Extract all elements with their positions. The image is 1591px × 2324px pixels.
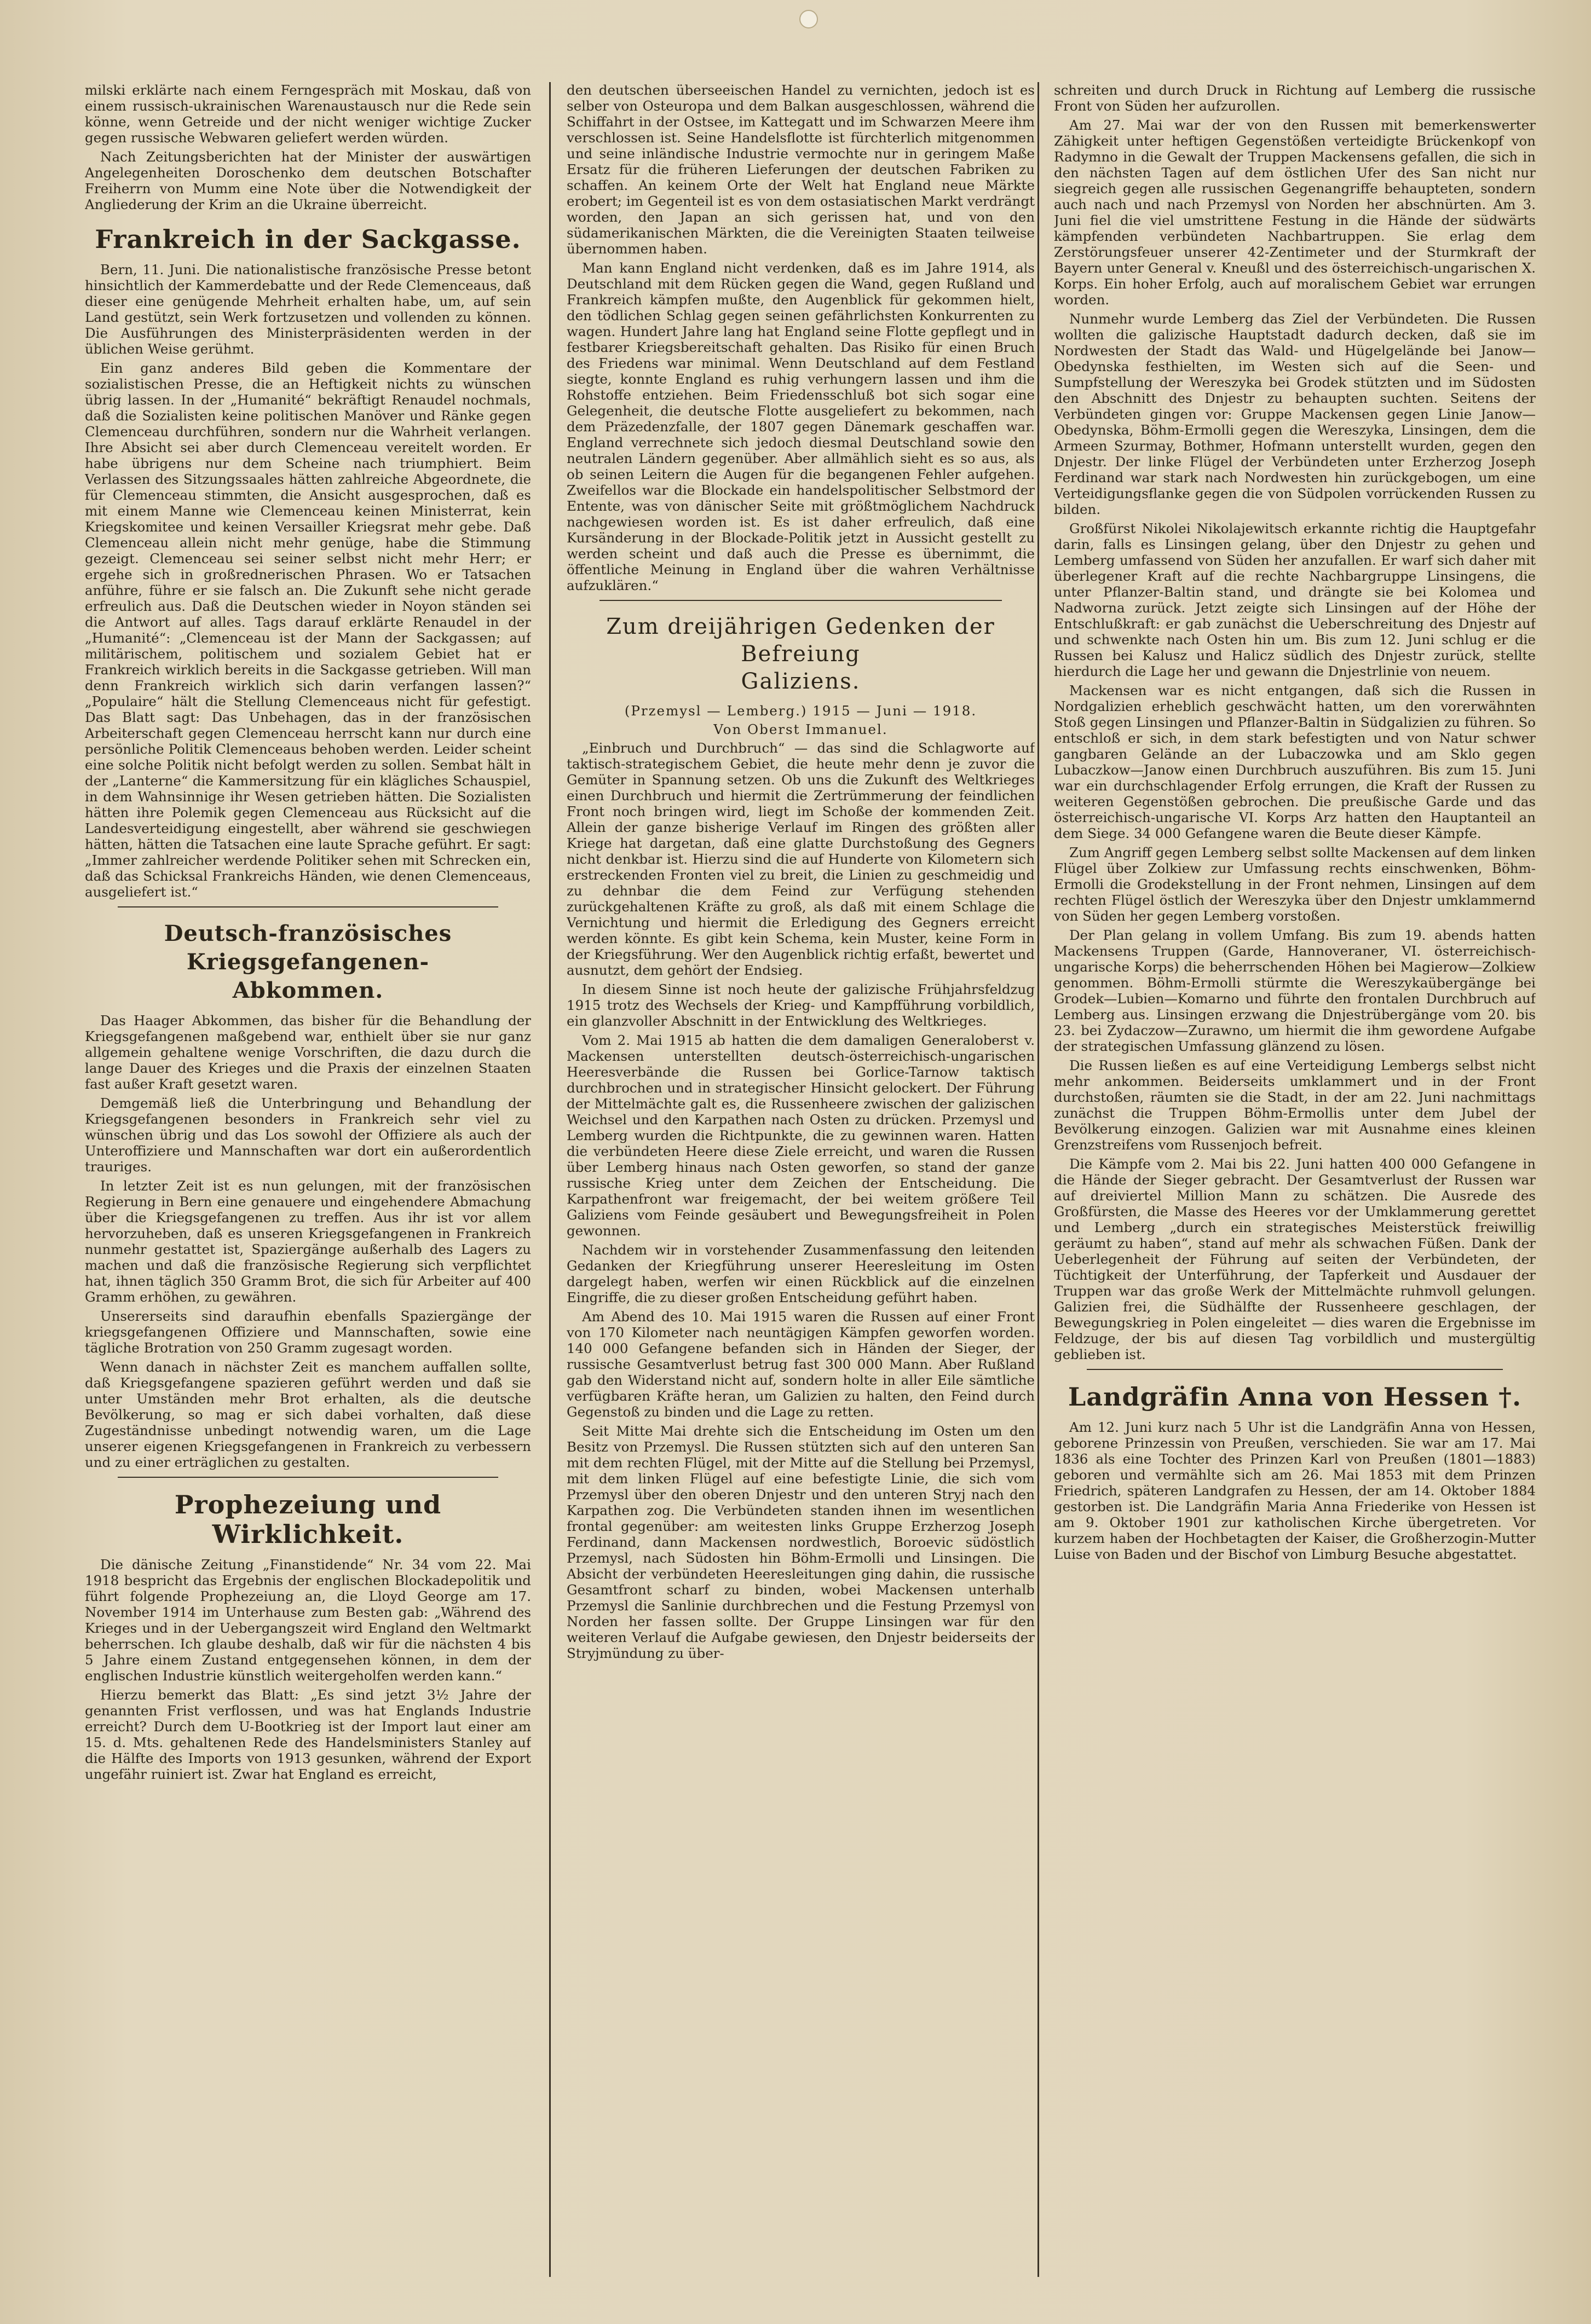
column-1 [85, 82, 531, 2277]
article-paragraph: Nachdem wir in vorstehender Zusammenfassung den leitenden Gedanken der Kriegführung unserer Heeresleitung im Osten dargelegt haben, werfen wir einen Rückblick auf die einzelnen Eingriffe, die zu dieser großen Entscheidung geführt haben. [567, 1242, 1035, 1305]
article-paragraph: den deutschen überseeischen Handel zu vernichten, jedoch ist es selber von Osteuropa und dem Balkan ausgeschlossen, während die Schiffahrt in der Ostsee, im Kattegatt und im Schwarzen Meere ihm verschlossen ist. Seine Handelsflotte ist fürchterlich mitgenommen und seine inländische Industrie vermochte nur in geringem Maße Ersatz für die früheren Lieferungen der deutschen Fabriken zu schaffen. An keinem Orte der Welt hat England neue Märkte erobert; im Gegenteil ist es von dem ostasiatischen Markt verdrängt worden, den Japan an sich gerissen hat, und von den südamerikanischen Märkten, die die Vereinigten Staaten teilweise übernommen haben. [567, 82, 1035, 257]
article-paragraph: Nach Zeitungsberichten hat der Minister der auswärtigen Angelegenheiten Doroschenko dem deutschen Botschafter Freiherrn von Mumm eine Note über die Notwendigkeit der Angliederung der Krim an die Ukraine überreicht. [85, 149, 531, 212]
article-paragraph: Unsererseits sind daraufhin ebenfalls Spaziergänge der kriegsgefangenen Offiziere und Mannschaften, sowie eine tägliche Brotration von 250 Gramm zugesagt worden. [85, 1308, 531, 1356]
article-paragraph: Die Russen ließen es auf eine Verteidigung Lembergs selbst nicht mehr ankommen. Beiderseits umklammert und in der Front durchstoßen, räumten sie die Stadt, in der am 22. Juni nachmittags zunächst die Truppen Böhm-Ermollis unter dem Jubel der Bevölkerung einzogen. Galizien war mit Ausnahme eines kleinen Grenzstreifens vom Russenjoch befreit. [1054, 1057, 1536, 1153]
article-paragraph: Am 12. Juni kurz nach 5 Uhr ist die Landgräfin Anna von Hessen, geborene Prinzessin von Preußen, verschieden. Sie war am 17. Mai 1836 als eine Tochter des Prinzen Karl von Preußen (1801—1883) geboren und vermählte sich am 26. Mai 1853 mit dem Prinzen Friedrich, späteren Landgrafen zu Hessen, der am 14. Oktober 1884 gestorben ist. Die Landgräfin Maria Anna Friederike von Hessen ist am 9. Oktober 1901 zur katholischen Kirche übergetreten. Vor kurzem haben der Hochbetagten der Kaiser, die Großherzogin-Mutter Luise von Baden und der Bischof von Limburg Besuche abgestattet. [1054, 1419, 1536, 1562]
section-divider [1087, 1369, 1503, 1370]
article-paragraph: Ein ganz anderes Bild geben die Kommentare der sozialistischen Presse, die an Heftigkeit nichts zu wünschen übrig lassen. In der „Humanité“ bekräftigt Renaudel nochmals, daß die Sozialisten keine politischen Manöver und Ränke gegen Clemenceau durchführen, sondern nur die Wahrheit verlangen. Ihre Absicht sei aber durch Clemenceau vereitelt worden. Er habe übrigens nur dem Scheine nach triumphiert. Beim Verlassen des Sitzungssaales hätten zahlreiche Abgeordnete, die für Clemenceau stimmten, die Ansicht ausgesprochen, daß es mit einem Manne wie Clemenceau keinen Ministerrat, kein Kriegskomitee und keinen Versailler Kriegsrat mehr gebe. Daß Clemenceau allein nicht mehr genüge, habe die Stimmung gezeigt. Clemenceau sei seiner selbst nicht mehr Herr; er ergehe sich in großrednerischen Phrasen. Wo er Tatsachen anführe, führe er sie falsch an. Die Zukunft sehe nicht gerade erfreulich aus. Daß die Deutschen wieder in Noyon ständen sei die Antwort auf alles. Tags darauf erklärte Renaudel in der „Humanité“: „Clemenceau ist der Mann der Sackgassen; auf militärischem, politischem und sozialem Gebiet hat er Frankreich wirklich bereits in die Sackgasse getrieben. Will man denn Frankreich wirklich sich darin verfangen lassen?“ „Populaire“ hält die Stellung Clemenceaus nicht für gefestigt. Das Blatt sagt: Das Unbehagen, das in der französischen Arbeiterschaft gegen Clemenceau herrscht kann nur durch eine persönliche Politik Clemenceaus behoben werden. Leider scheint eine solche Politik nicht befolgt werden zu sollen. Sembat hält in der „Lanterne“ die Kammersitzung für ein klägliches Schauspiel, in dem Wahnsinnige ihr Wesen getrieben hätten. Die Sozialisten hätten ihre Polemik gegen Clemenceau aus Rücksicht auf die Landesverteidigung eingestellt, aber während sie geschwiegen hätten, hätten die Tatsachen eine laute Sprache geführt. Er sagt: „Immer zahlreicher werdende Politiker sehen mit Schrecken ein, daß das Schicksal Frankreichs Händen, wie denen Clemenceaus, ausgeliefert ist.“ [85, 360, 531, 900]
article-paragraph: Am 27. Mai war der von den Russen mit bemerkenswerter Zähigkeit unter heftigen Gegenstößen verteidigte Brückenkopf von Radymno in die Gewalt der Truppen Mackensens gefallen, die sich in den nächsten Tagen auf dem östlichen Ufer des San nicht nur siegreich gegen alle russischen Gegenangriffe behaupteten, sondern auch nach und nach Przemysl von Norden her abschnürten. Am 3. Juni fiel die viel umstrittene Festung in die Hände der südwärts kämpfenden verbündeten Nachbartruppen. Sie erlag dem Zerstörungsfeuer unserer 42-Zentimeter und der Sturmkraft der Bayern unter General v. Kneußl und des österreichisch-ungarischen X. Korps. Ein hoher Erfolg, auch auf moralischem Gebiet war errungen worden. [1054, 117, 1536, 308]
article-paragraph: Großfürst Nikolei Nikolajewitsch erkannte richtig die Hauptgefahr darin, falls es Linsingen gelang, über den Dnjestr zu gehen und Lemberg umfassend von Süden her anzufallen. Er warf sich daher mit überlegener Kraft auf die rechte Nachbargruppe Linsingens, die unter Pflanzer-Baltin stand, und drängte sie bei Kolomea und Nadworna zurück. Jetzt zeigte sich Linsingen auf der Höhe der Entschlußkraft: er gab zunächst die Ueberschreitung des Dnjestr auf und schwenkte nach Osten hin um. Bis zum 12. Juni schlug er die Russen bei Kalusz und Halicz südlich des Dnjestr zurück, stellte hierdurch die Lage her und gewann die Dnjestrlinie von neuem. [1054, 521, 1536, 679]
headline-line-2: Galiziens. [741, 669, 861, 694]
page-punch-hole-top [799, 10, 818, 28]
article-paragraph: Vom 2. Mai 1915 ab hatten die dem damaligen Generaloberst v. Mackensen unterstellten deutsch-österreichisch-ungarischen Heeresverbände die Russen bei Gorlice-Tarnow taktisch durchbrochen und in strategischer Hinsicht gelockert. Der Führung der Mittelmächte galt es, die Russenheere zwischen der galizischen Weichsel und den Karpathen nach Osten zu drücken. Przemysl und Lemberg wurden die Richtpunkte, die zu gewinnen waren. Hatten die verbündeten Heere diese Ziele erreicht, und waren die Russen über Lemberg hinaus nach Osten geworfen, so stand der ganze russische Krieg unter dem Zeichen der Entscheidung. Die Karpathenfront war freigemacht, der bei weitem größere Teil Galiziens vom Feinde gesäubert und Bewegungsfreiheit in Polen gewonnen. [567, 1032, 1035, 1239]
headline-landgraefin: Landgräfin Anna von Hessen †. [1068, 1382, 1522, 1412]
column-rule-right [1037, 82, 1039, 2277]
headline-line-1: Deutsch-französisches Kriegsgefangenen- [164, 921, 452, 975]
article-paragraph: Die Kämpfe vom 2. Mai bis 22. Juni hatten 400 000 Gefangene in die Hände der Sieger gebracht. Der Gesamtverlust der Russen war auf dreiviertel Million Mann zu schätzen. Die Ausrede des Großfürsten, die Masse des Heeres vor der Umklammerung gerettet und Lemberg „durch ein strategisches Meisterstück freiwillig geräumt zu haben“, stand auf mehr als schwachen Füßen. Dank der Ueberlegenheit der Führung auf seiten der Verbündeten, der Tüchtigkeit der Unterführung, der Tapferkeit und Ausdauer der Truppen war das große Werk der Mittelmächte ruhmvoll gelungen. Galizien frei, die Südhälfte der Russenheere geschlagen, der Bewegungskrieg in Polen eingeleitet — dies waren die Ergebnisse im Feldzuge, der bis auf diesen Tag vorbildlich und mustergültig geblieben ist. [1054, 1156, 1536, 1362]
column-2 [567, 82, 1035, 2277]
article-paragraph: In diesem Sinne ist noch heute der galizische Frühjahrsfeldzug 1915 trotz des Wechsels der Krieg- und Kampfführung vorbildlich, ein glanzvoller Abschnitt in der Entwicklung des Weltkrieges. [567, 981, 1035, 1029]
article-paragraph: Das Haager Abkommen, das bisher für die Behandlung der Kriegsgefangenen maßgebend war, enthielt über sie nur ganz allgemein gehaltene wenige Vorschriften, die dazu durch die lange Dauer des Krieges und die Praxis der einzelnen Staaten fast außer Kraft gesetzt waren. [85, 1013, 531, 1092]
article-paragraph: schreiten und durch Druck in Richtung auf Lemberg die russische Front von Süden her aufzurollen. [1054, 82, 1536, 114]
headline-frankreich: Frankreich in der Sackgasse. [95, 224, 521, 254]
article-paragraph: Man kann England nicht verdenken, daß es im Jahre 1914, als Deutschland mit dem Rücken gegen die Wand, gegen Rußland und Frankreich kämpfen mußte, den Augenblick für gekommen hielt, den tödlichen Schlag gegen seinen gefährlichsten Konkurrenten zu wagen. Hundert Jahre lang hat England seine Flotte gepflegt und in festbarer Kriegsbereitschaft gehalten. Das Risiko für einen Bruch des Friedens war minimal. Wenn Deutschland auf dem Festland siegte, konnte England es ruhig verhungern lassen und ihm die Rohstoffe entziehen. Beim Friedensschluß bot sich sogar eine Gelegenheit, die deutsche Flotte ausgeliefert zu bekommen, nach dem Präzedenzfalle, der 1807 gegen Dänemark geschaffen war. England verrechnete sich jedoch diesmal Deutschland sowie den neutralen Ländern gegenüber. Aber allmählich sieht es so aus, als ob seinen Leitern die Augen für die begangenen Fehler aufgehen. Zweifellos war die Blockade ein handelspolitischer Selbstmord der Entente, was von dänischer Seite mit größtmöglichem Nachdruck nachgewiesen worden ist. Es ist daher erfreulich, daß eine Kursänderung in der Blockade-Politik jetzt in Aussicht gestellt zu werden scheint und daß auch die Presse es übernimmt, die öffentliche Meinung in England über die wahren Verhältnisse aufzuklären.“ [567, 260, 1035, 593]
article-paragraph: Demgemäß ließ die Unterbringung und Behandlung der Kriegsgefangenen besonders in Frankreich sehr viel zu wünschen übrig und das Los sowohl der Offiziere als auch der Unteroffiziere und Mannschaften war dort ein außerordentlich trauriges. [85, 1095, 531, 1175]
headline-line-1: Zum dreijährigen Gedenken der Befreiung [606, 614, 995, 667]
headline-prophezeiung: Prophezeiung und Wirklichkeit. [174, 1490, 442, 1549]
headline-kriegsgefangenen [85, 920, 531, 1005]
article-paragraph: In letzter Zeit ist es nun gelungen, mit der französischen Regierung in Bern eine genauere und eingehendere Abmachung über die Kriegsgefangenen zu treffen. Aus ihr ist vor allem hervorzuheben, daß es unseren Kriegsgefangenen in Frankreich nunmehr gestattet ist, Spaziergänge außerhalb des Lagers zu machen und daß die französische Regierung sich verpflichtet hat, ihnen täglich 350 Gramm Brot, die sich für Arbeiter auf 400 Gramm erhöhen, zu gewähren. [85, 1178, 531, 1305]
article-paragraph: Mackensen war es nicht entgangen, daß sich die Russen in Nordgalizien erheblich geschwächt hatten, um den vorerwähnten Stoß gegen Linsingen und Pflanzer-Baltin in Südgalizien zu führen. So entschloß er sich, in dem stark befestigten und von Natur schwer gangbaren Gelände an der Lubaczowka und am Sklo gegen Lubaczkow—Janow einen Durchbruch auszuführen. Bis zum 15. Juni war ein durchschlagender Erfolg errungen, die Kraft der Russen zu weiteren Gegenstößen gebrochen. Die preußische Garde und das österreichisch-ungarische VI. Korps Arz hatten den Hauptanteil an dem Siege. 34 000 Gefangene waren die Beute dieser Kämpfe. [1054, 683, 1536, 841]
headline-galizien [567, 613, 1035, 695]
byline: Von Oberst Immanuel. [713, 721, 888, 737]
article-paragraph: Wenn danach in nächster Zeit es manchem auffallen sollte, daß Kriegsgefangene spazieren geführt werden und daß sie unter Umständen mehr Brot erhalten, als die deutsche Bevölkerung, so mag er sich dabei vorhalten, daß diese Zugeständnisse unbedingt notwendig waren, um die Lage unserer eigenen Kriegsgefangenen in Frankreich zu verbessern und zu einer erträglichen zu gestalten. [85, 1359, 531, 1470]
article-paragraph: milski erklärte nach einem Ferngespräch mit Moskau, daß von einem russisch-ukrainischen Warenaustausch nur die Rede sein könne, wenn Getreide und der nicht weniger wichtige Zucker gegen russische Webwaren geliefert werden würden. [85, 82, 531, 146]
article-paragraph: Bern, 11. Juni. Die nationalistische französische Presse betont hinsichtlich der Kammerdebatte und der Rede Clemenceaus, daß dieser eine genügende Mehrheit erhalten habe, um, auf sein Land gestützt, sein Werk fortzusetzen und vollenden zu können. Die Ausführungen des Ministerpräsidenten werden in der üblichen Weise gerühmt. [85, 262, 531, 357]
headline-line-2: Abkommen. [232, 978, 384, 1003]
section-divider [599, 600, 1002, 601]
article-paragraph: Hierzu bemerkt das Blatt: „Es sind jetzt 3½ Jahre der genannten Frist verflossen, und was hat Englands Industrie erreicht? Durch dem U-Bootkrieg ist der Import laut einer am 15. d. Mts. gehaltenen Rede des Handelsministers Stanley auf die Hälfte des Imports von 1913 gesunken, während der Export ungefähr ruiniert ist. Zwar hat England es erreicht, [85, 1687, 531, 1782]
column-3 [1054, 82, 1536, 2277]
article-paragraph: Die dänische Zeitung „Finanstidende“ Nr. 34 vom 22. Mai 1918 bespricht das Ergebnis der englischen Blockadepolitik und führt folgende Prophezeiung an, die Lloyd George am 17. November 1914 im Unterhause zum Besten gab: „Während des Krieges und in der Uebergangszeit wird England den Weltmarkt beherrschen. Ich glaube deshalb, daß wir für die nächsten 4 bis 5 Jahre einem Zustand entgegensehen können, in dem der englischen Industrie künstlich weitergeholfen werden kann.“ [85, 1557, 531, 1684]
section-divider [118, 906, 498, 907]
column-rule-left [549, 82, 551, 2277]
dateline: (Przemysl — Lemberg.) 1915 — Juni — 1918. [624, 703, 977, 719]
article-paragraph: Nunmehr wurde Lemberg das Ziel der Verbündeten. Die Russen wollten die galizische Hauptstadt dadurch decken, daß sie im Nordwesten der Stadt das Wald- und Hügelgelände bei Janow—Obedynska festhielten, im Westen sich auf die Seen- und Sumpfstellung der Wereszyka bei Grodek stützten und im Südosten den Abschnitt des Dnjestr zu behaupten suchten. Seitens der Verbündeten gingen vor: Gruppe Mackensen gegen Linie Janow—Obedynska, Böhm-Ermolli gegen die Wereszyka, Linsingen, dem die Armeen Szurmay, Bothmer, Hofmann unterstellt wurden, gegen den Dnjestr. Der linke Flügel der Verbündeten unter Erzherzog Joseph Ferdinand war stark nach Nordwesten hin zurückgebogen, um eine Verteidigungsflanke gegen die von Südpolen vorrückenden Russen zu bilden. [1054, 311, 1536, 517]
article-paragraph: Zum Angriff gegen Lemberg selbst sollte Mackensen auf dem linken Flügel über Zolkiew zur Umfassung rechts einschwenken, Böhm-Ermolli die Grodekstellung in der Front nehmen, Linsingen auf dem rechten Flügel östlich der Wereszyka über den Dnjestr umklammernd von Süden her gegen Lemberg vorstoßen. [1054, 845, 1536, 924]
article-paragraph: Der Plan gelang in vollem Umfang. Bis zum 19. abends hatten Mackensens Truppen (Garde, Hannoveraner, VI. österreichisch-ungarische Korps) die beherrschenden Höhen bei Magierow—Zolkiew genommen. Böhm-Ermolli stürmte die Wereszykaübergänge bei Grodek—Lubien—Komarno und führte den frontalen Durchbruch auf Lemberg aus. Linsingen erzwang die Dnjestrübergänge vom 20. bis 23. bei Zydaczow—Zurawno, um hiermit die ihm gewordene Aufgabe der strategischen Umfassung glänzend zu lösen. [1054, 927, 1536, 1054]
section-divider [118, 1477, 498, 1478]
article-paragraph: Seit Mitte Mai drehte sich die Entscheidung im Osten um den Besitz von Przemysl. Die Russen stützten sich auf den unteren San mit dem rechten Flügel, mit der Mitte auf die Stellung bei Przemysl, mit dem linken Flügel auf eine befestigte Linie, die sich vom Przemysl über den oberen Dnjestr und den unteren Stryj nach den Karpathen zog. Die Verbündeten standen ihnen im wesentlichen frontal gegenüber: am weitesten links Gruppe Erzherzog Joseph Ferdinand, dann Mackensen nordwestlich, Boroevic südöstlich Przemysl, nach Südosten hin Böhm-Ermolli und Linsingen. Die Absicht der verbündeten Heeresleitungen ging dahin, die russische Gesamtfront scharf zu binden, wobei Mackensen unterhalb Przemysl die Sanlinie durchbrechen und die Festung Przemysl von Norden her fassen sollte. Der Gruppe Linsingen war für den weiteren Verlauf die Aufgabe gewiesen, den Dnjestr beiderseits der Stryjmündung zu über- [567, 1423, 1035, 1661]
article-paragraph: „Einbruch und Durchbruch“ — das sind die Schlagworte auf taktisch-strategischem Gebiet, die heute mehr denn je zuvor die Gemüter in Spannung setzen. Ob uns die Zukunft des Weltkrieges einen Durchbruch und hiermit die Zertrümmerung der feindlichen Front noch bringen wird, liegt im Schoße der kommenden Zeit. Allein der ganze bisherige Verlauf im Ringen des größten aller Kriege hat dargetan, daß eine glatte Durchstoßung des Gegners nicht denkbar ist. Hierzu sind die auf Hunderte von Kilometern sich erstreckenden Fronten viel zu breit, die Linien zu geschmeidig und zu dehnbar die dem Feind zur Verfügung stehenden zurückgehaltenen Kräfte zu groß, als daß mit einem Schlage die Vernichtung und hiermit die Erledigung des Gegners erreicht werden könnte. Es gibt kein Schema, kein Muster, keine Form in der Kriegsführung. Wer den Augenblick richtig erfaßt, bewertet und ausnutzt, dem gehört der Endsieg. [567, 740, 1035, 978]
article-paragraph: Am Abend des 10. Mai 1915 waren die Russen auf einer Front von 170 Kilometer nach neuntägigen Kämpfen geworfen worden. 140 000 Gefangene befanden sich in Händen der Sieger, der russische Gesamtverlust betrug fast 300 000 Mann. Aber Rußland gab den Widerstand nicht auf, sondern holte in aller Eile sämtliche verfügbaren Kräfte heran, um Galizien zu halten, den Feind durch Gegenstoß zu binden und die Lage zu retten. [567, 1309, 1035, 1420]
